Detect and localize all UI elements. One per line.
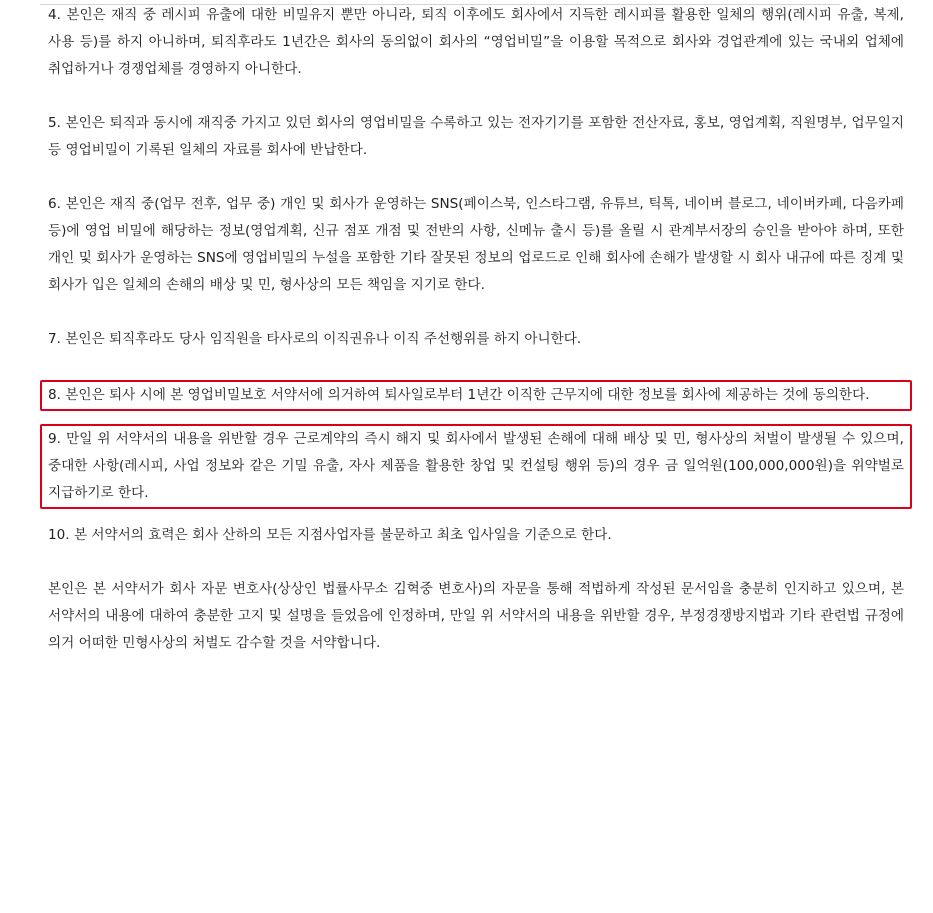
document-body: [40, 2, 912, 657]
clause-5: 5. 본인은 퇴직과 동시에 재직중 가지고 있던 회사의 영업비밀을 수록하고 있는 전자기기를 포함한 전산자료, 홍보, 영업계획, 직원명부, 업무일지 등 영업비밀이 기록된 일체의 자료를 회사에 반납한다.: [48, 115, 904, 158]
clause-9-highlighted: 9. 만일 위 서약서의 내용을 위반할 경우 근로계약의 즉시 해지 및 회사에서 발생된 손해에 대해 배상 및 민, 형사상의 처벌이 발생될 수 있으며, 중대한 사항(레시피, 사업 정보와 같은 기밀 유출, 자사 제품을 활용한 창업 및 컨설팅 행위 등)의 경우 금 일억원(100,000,000원)을 위약벌로 지급하기로 한다.: [40, 424, 912, 509]
clause-8-highlighted: 8. 본인은 퇴사 시에 본 영업비밀보호 서약서에 의거하여 퇴사일로부터 1년간 이직한 근무지에 대한 정보를 회사에 제공하는 것에 동의한다.: [40, 380, 912, 411]
clause-10: 10. 본 서약서의 효력은 회사 산하의 모든 지점사업자를 불문하고 최초 입사일을 기준으로 한다.: [48, 527, 612, 543]
clause-4: 4. 본인은 재직 중 레시피 유출에 대한 비밀유지 뿐만 아니라, 퇴직 이후에도 회사에서 지득한 레시피를 활용한 일체의 행위(레시피 유출, 복제, 사용 등)를 하지 아니하며, 퇴직후라도 1년간은 회사의 동의없이 회사의 “영업비밀”을 이용할 목적으로 회사와 경업관계에 있는 국내외 업체에 취업하거나 경쟁업체를 경영하지 아니한다.: [48, 7, 904, 77]
closing-statement: 본인은 본 서약서가 회사 자문 변호사(상상인 법률사무소 김혁중 변호사)의 자문을 통해 적법하게 작성된 문서임을 충분히 인지하고 있으며, 본 서약서의 내용에 대하여 충분한 고지 및 설명을 들었음에 인정하며, 만일 위 서약서의 내용을 위반할 경우, 부정경쟁방지법과 기타 관련법 규정에 의거 어떠한 민형사상의 처벌도 감수할 것을 서약합니다.: [48, 581, 904, 651]
clause-6: 6. 본인은 재직 중(업무 전후, 업무 중) 개인 및 회사가 운영하는 SNS(페이스북, 인스타그램, 유튜브, 틱톡, 네이버 블로그, 네이버카페, 다음카페 등)에 영업 비밀에 해당하는 정보(영업계획, 신규 점포 개점 및 전반의 사항, 신메뉴 출시 등)를 올릴 시 관계부서장의 승인을 받아야 하며, 또한 개인 및 회사가 운영하는 SNS에 영업비밀의 누설을 포함한 기타 잘못된 정보의 업로드로 인해 회사에 손해가 발생할 시 회사 내규에 따른 징계 및 회사가 입은 일체의 손해의 배상 및 민, 형사상의 모든 책임을 지기로 한다.: [48, 196, 904, 293]
clause-7: 7. 본인은 퇴직후라도 당사 임직원을 타사로의 이직권유나 이직 주선행위를 하지 아니한다.: [48, 331, 582, 347]
